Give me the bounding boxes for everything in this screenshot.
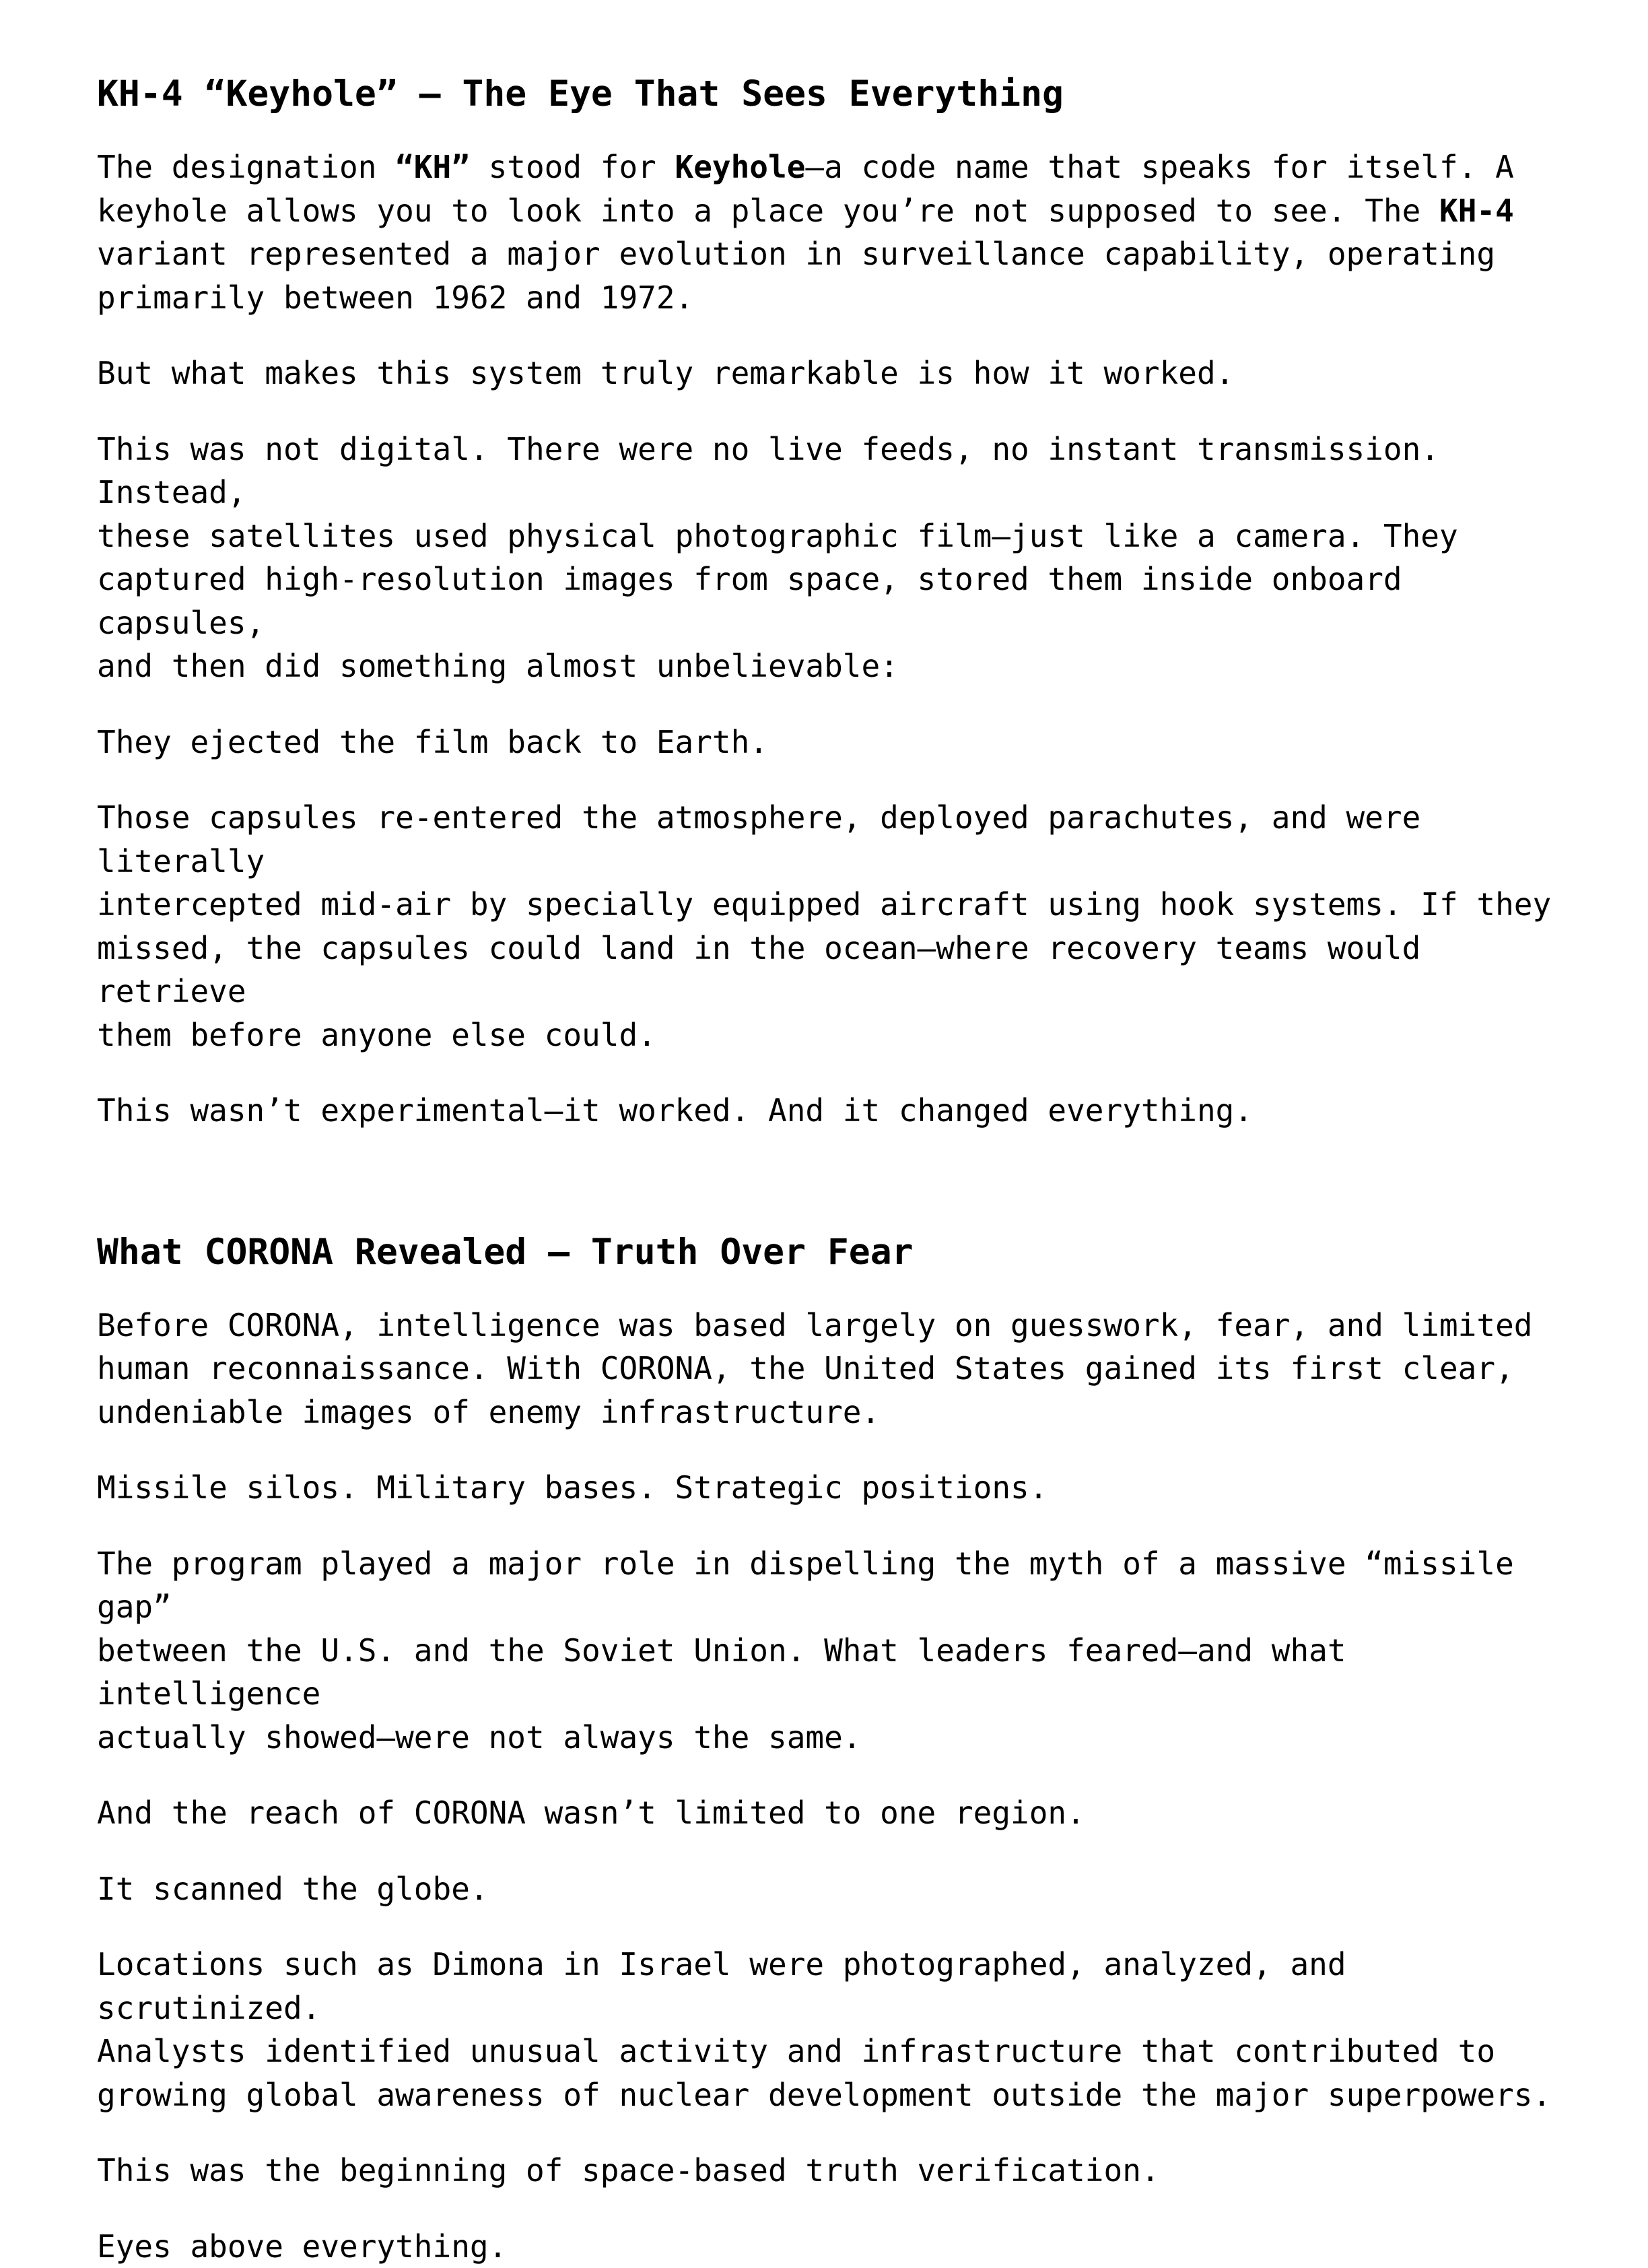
paragraph-missile-gap: The program played a major role in dispelling the myth of a massive “missile gap” between the U.S. and the Soviet Union. What leaders feared—and what intelligence actually showed—were not always the same. xyxy=(97,1542,1565,1760)
document-page xyxy=(97,73,1565,2268)
paragraph-changed-everything: This wasn’t experimental—it worked. And it changed everything. xyxy=(97,1089,1565,1133)
paragraph-missile-silos: Missile silos. Military bases. Strategic positions. xyxy=(97,1466,1565,1510)
text-run: variant represented a major evolution in surveillance capability, operating primarily between 1962 and 1972. xyxy=(97,236,1495,316)
paragraph-dimona: Locations such as Dimona in Israel were photographed, analyzed, and scrutinized. Analysts identified unusual activity and infrastructure that contributed to growing global awareness of nuclear development outside the major superpowers. xyxy=(97,1943,1565,2116)
bold-kh4: KH-4 xyxy=(1439,193,1514,229)
paragraph-designation xyxy=(97,145,1565,319)
bold-kh: “KH” xyxy=(395,149,470,185)
section-heading-corona: What CORONA Revealed — Truth Over Fear xyxy=(97,1231,1565,1274)
paragraph-eyes-above: Eyes above everything. xyxy=(97,2225,1565,2268)
text-run: stood for xyxy=(470,149,675,185)
bold-keyhole: Keyhole xyxy=(675,149,806,185)
paragraph-truth-verification: This was the beginning of space-based truth verification. xyxy=(97,2149,1565,2193)
paragraph-before-corona: Before CORONA, intelligence was based largely on guesswork, fear, and limited human reconnaissance. With CORONA, the United States gained its first clear, undeniable images of enemy infrastructure. xyxy=(97,1304,1565,1434)
paragraph-reach: And the reach of CORONA wasn’t limited to one region. xyxy=(97,1791,1565,1835)
paragraph-not-digital: This was not digital. There were no live feeds, no instant transmission. Instead, these satellites used physical photographic film—just like a camera. They captured high-resolution images from space, stored them inside onboard capsules, and then did something almost unbelievable: xyxy=(97,428,1565,688)
paragraph-scanned-globe: It scanned the globe. xyxy=(97,1867,1565,1911)
paragraph-capsules: Those capsules re-entered the atmosphere, deployed parachutes, and were literally intercepted mid-air by specially equipped aircraft using hook systems. If they missed, the capsules could land in the ocean—where recovery teams would retrieve them before anyone else could. xyxy=(97,796,1565,1057)
paragraph-remarkable: But what makes this system truly remarkable is how it worked. xyxy=(97,352,1565,395)
text-run: —a code name that speaks for itself. A keyhole allows you to look into a place you’re not supposed to see. The xyxy=(97,149,1514,229)
section-heading-kh4: KH-4 “Keyhole” — The Eye That Sees Everything xyxy=(97,73,1565,116)
text-run: The designation xyxy=(97,149,395,185)
paragraph-ejected: They ejected the film back to Earth. xyxy=(97,721,1565,764)
